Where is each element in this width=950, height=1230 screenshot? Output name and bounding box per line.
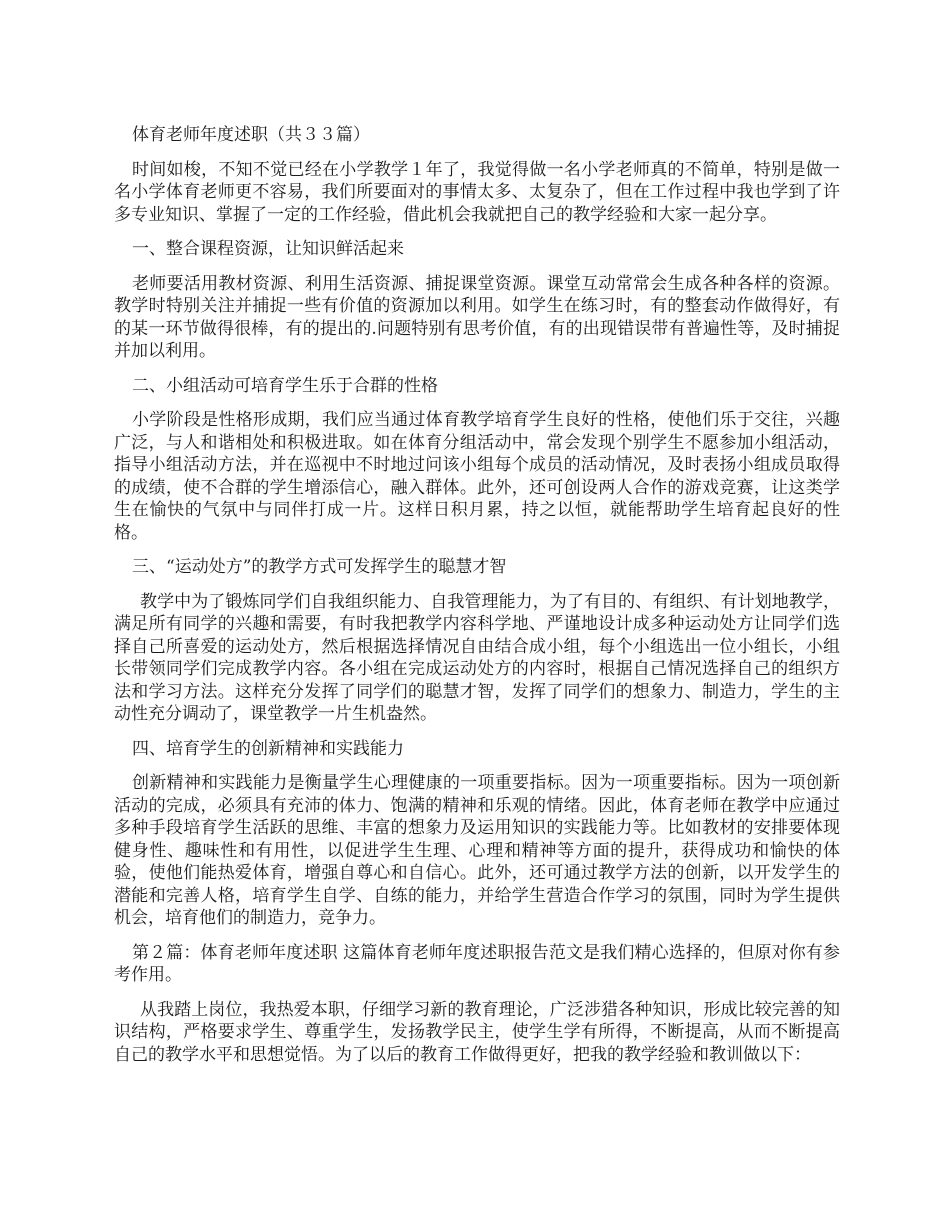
section-heading-3: 三、“运动处方”的教学方式可发挥学生的聪慧才智 bbox=[132, 557, 507, 577]
part-2-intro-paragraph: 第２篇：体育老师年度述职 这篇体育老师年度述职报告范文是我们精心选择的，但原对你有参考作用。 bbox=[114, 942, 840, 985]
part-2-body-paragraph: 从我踏上岗位，我热爱本职，仔细学习新的教育理论，广泛涉猎各种知识，形成比较完善的知识结构，严格要求学生、尊重学生，发扬教学民主，使学生学有所得，不断提高，从而不断提高自己的教学水平和思想觉悟。为了以后的教育工作做得更好，把我的教学经验和教训做以下： bbox=[114, 999, 840, 1065]
section-4-paragraph: 创新精神和实践能力是衡量学生心理健康的一项重要指标。因为一项重要指标。因为一项创新活动的完成，必须具有充沛的体力、饱满的精神和乐观的情绪。因此，体育老师在教学中应通过多种手段培育学生活跃的思维、丰富的想象力及运用知识的实践能力等。比如教材的安排要体现健身性、趣味性和有用性，以促进学生生理、心理和精神等方面的提升，获得成功和愉快的体验，使他们能热爱体育，增强自尊心和自信心。此外，还可通过教学方法的创新，以开发学生的潜能和完善人格，培育学生自学、自练的能力，并给学生营造合作学习的氛围，同时为学生提供机会，培育他们的制造力，竞争力。 bbox=[114, 773, 840, 928]
section-1-paragraph: 老师要活用教材资源、利用生活资源、捕捉课堂资源。课堂互动常常会生成各种各样的资源。教学时特别关注并捕捉一些有价值的资源加以利用。如学生在练习时，有的整套动作做得好，有的某一环节做得很棒，有的提出的.问题特别有思考价值，有的出现错误带有普遍性等，及时捕捉并加以利用。 bbox=[114, 273, 840, 361]
section-heading-1: 一、整合课程资源，让知识鲜活起来 bbox=[132, 239, 404, 259]
section-heading-4: 四、培育学生的创新精神和实践能力 bbox=[132, 738, 404, 759]
section-3-paragraph: 教学中为了锻炼同学们自我组织能力、自我管理能力，为了有目的、有组织、有计划地教学，满足所有同学的兴趣和需要，有时我把教学内容科学地、严谨地设计成多种运动处方让同学们选择自己所喜爱的运动处方，然后根据选择情况自由结合成小组，每个小组选出一位小组长，小组长带领同学们完成教学内容。各小组在完成运动处方的内容时，根据自己情况选择自己的组织方法和学习方法。这样充分发挥了同学们的聪慧才智，发挥了同学们的想象力、制造力，学生的主动性充分调动了，课堂教学一片生机盎然。 bbox=[114, 591, 840, 724]
intro-paragraph: 时间如梭，不知不觉已经在小学教学１年了，我觉得做一名小学老师真的不简单，特别是做一名小学体育老师更不容易，我们所要面对的事情太多、太复杂了，但在工作过程中我也学到了许多专业知识、掌握了一定的工作经验，借此机会我就把自己的教学经验和大家一起分享。 bbox=[114, 159, 840, 225]
document-title: 体育老师年度述职（共３３篇） bbox=[132, 125, 370, 145]
section-2-paragraph: 小学阶段是性格形成期，我们应当通过体育教学培育学生良好的性格，使他们乐于交往，兴趣广泛，与人和谐相处和积极进取。如在体育分组活动中，常会发现个别学生不愿参加小组活动，指导小组活动方法，并在巡视中不时地过问该小组每个成员的活动情况，及时表扬小组成员取得的成绩，使不合群的学生增添信心，融入群体。此外，还可创设两人合作的游戏竞赛，让这类学生在愉快的气氛中与同伴打成一片。这样日积月累，持之以恒，就能帮助学生培育起良好的性格。 bbox=[114, 410, 840, 543]
section-heading-2: 二、小组活动可培育学生乐于合群的性格 bbox=[132, 375, 438, 396]
document-page bbox=[114, 124, 840, 1078]
